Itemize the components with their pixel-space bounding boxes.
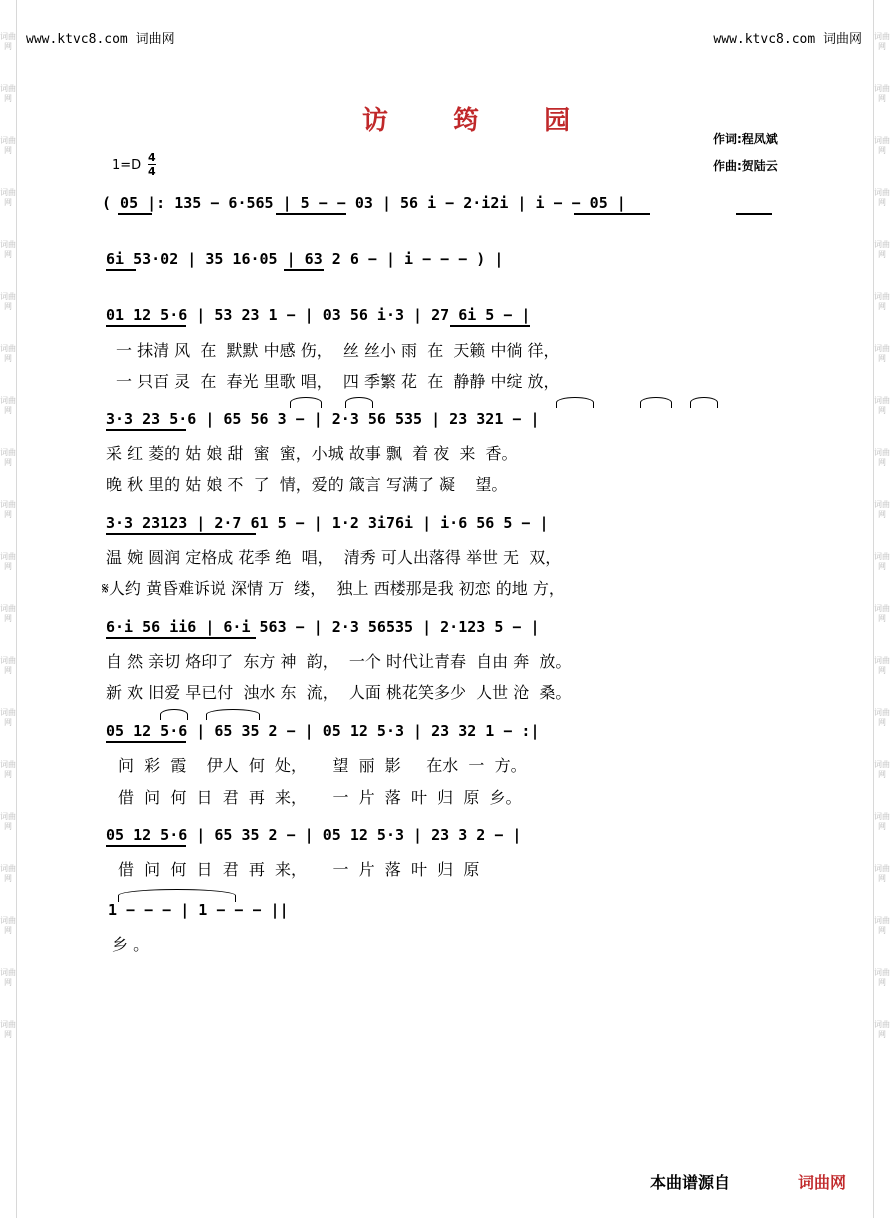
edge-watermark-text: 词曲网 — [0, 656, 16, 675]
edge-watermark-text: 词曲网 — [874, 344, 890, 363]
edge-watermark-text: 词曲网 — [874, 396, 890, 415]
edge-watermark-text: 词曲网 — [0, 344, 16, 363]
beam-underline — [106, 325, 186, 327]
song-title: 访 筠 园 — [362, 106, 599, 136]
beam-underline — [450, 325, 530, 327]
lyric-line-12: 乡 。 — [112, 935, 150, 954]
beam-underline — [276, 213, 346, 215]
edge-watermark-text: 词曲网 — [0, 292, 16, 311]
edge-watermark-text: 词曲网 — [874, 188, 890, 207]
beam-underline — [106, 845, 186, 847]
edge-watermark-text: 词曲网 — [874, 292, 890, 311]
lyric-line-2: 一 只百 灵 在 春光 里歌 唱， 四 季繁 花 在 静静 中绽 放， — [116, 372, 560, 391]
beam-underline — [284, 269, 324, 271]
edge-watermark-text: 词曲网 — [874, 552, 890, 571]
footer-brand-link[interactable]: 词曲网 — [798, 1173, 847, 1192]
edge-watermark-text: 词曲网 — [874, 760, 890, 779]
edge-watermark-text: 词曲网 — [874, 448, 890, 467]
lyric-line-9: 问 彩 霞 伊人 何 处， 望 丽 影 在水 一 方。 — [118, 756, 527, 775]
edge-watermark-text: 词曲网 — [874, 500, 890, 519]
score-line-7: 05 12 5·6 | 65 35 2 − | 05 12 5·3 | 23 32 1 − :| — [106, 722, 540, 740]
edge-watermark-text: 词曲网 — [874, 136, 890, 155]
edge-watermark-text: 词曲网 — [874, 604, 890, 623]
edge-watermark-text: 词曲网 — [0, 1020, 16, 1039]
beam-underline — [736, 213, 772, 215]
edge-watermark-text: 词曲网 — [0, 708, 16, 727]
edge-watermark-text: 词曲网 — [0, 604, 16, 623]
beam-underline — [106, 269, 136, 271]
score-line-8: 05 12 5·6 | 65 35 2 − | 05 12 5·3 | 23 3 2 − | — [106, 826, 522, 844]
edge-watermark-text: 词曲网 — [874, 656, 890, 675]
time-signature-top: 4 — [148, 151, 156, 164]
score-line-4: 3·3 23 5·6 | 65 56 3 − | 2·3 56 535 | 23 321 − | — [106, 410, 540, 428]
lyric-line-8: 新 欢 旧爱 早已付 浊水 东 流， 人面 桃花笑多少 人世 沧 桑。 — [106, 683, 572, 702]
edge-watermark-text: 词曲网 — [0, 136, 16, 155]
lyric-line-6: 𝄋人约 黄昏难诉说 深情 万 缕， 独上 西楼那是我 初恋 的地 方， — [102, 579, 565, 598]
beam-underline — [106, 741, 186, 743]
edge-watermark-text: 词曲网 — [0, 32, 16, 51]
edge-watermark-text: 词曲网 — [0, 240, 16, 259]
left-margin-strip — [0, 0, 17, 1218]
lyric-line-3: 采 红 菱的 姑 娘 甜 蜜 蜜，小城 故事 飘 着 夜 来 香。 — [106, 444, 518, 463]
score-line-3: 01 12 5·6 | 53 23 1 − | 03 56 i·3 | 27 6i 5 − | — [106, 306, 531, 324]
lyric-line-10: 借 问 何 日 君 再 来， 一 片 落 叶 归 原 乡。 — [118, 788, 522, 807]
right-margin-strip — [873, 0, 890, 1218]
beam-underline — [106, 637, 256, 639]
edge-watermark-text: 词曲网 — [874, 240, 890, 259]
slur-mark — [640, 397, 672, 408]
composer-credit: 作曲:贺陆云 — [713, 159, 778, 173]
edge-watermark-text: 词曲网 — [0, 84, 16, 103]
score-line-2: 6i 53·02 | 35 16·05 | 63 2 6 − | i − − − ) | — [106, 250, 504, 268]
lyric-line-1: 一 抹清 风 在 默默 中感 伤， 丝 丝小 雨 在 天籁 中徜 徉， — [116, 341, 560, 360]
slur-mark — [206, 709, 260, 720]
edge-watermark-text: 词曲网 — [0, 968, 16, 987]
key-signature: 1=D — [112, 158, 142, 173]
edge-watermark-text: 词曲网 — [0, 396, 16, 415]
score-line-1: ( 05 |: 135 − 6·565 | 5 − − 03 | 56 i − 2·i2i | i − − 05 | — [102, 194, 626, 212]
slur-mark — [160, 709, 188, 720]
edge-watermark-text: 词曲网 — [874, 864, 890, 883]
slur-mark — [690, 397, 718, 408]
time-signature — [148, 152, 156, 177]
edge-watermark-text: 词曲网 — [874, 916, 890, 935]
edge-watermark-text: 词曲网 — [0, 916, 16, 935]
edge-watermark-text: 词曲网 — [874, 968, 890, 987]
edge-watermark-text: 词曲网 — [0, 552, 16, 571]
right-watermark-column — [874, 0, 890, 1040]
tie-mark — [118, 889, 236, 902]
footer-source-label: 本曲谱源自 — [650, 1173, 731, 1192]
edge-watermark-text: 词曲网 — [874, 708, 890, 727]
edge-watermark-text: 词曲网 — [874, 84, 890, 103]
beam-underline — [574, 213, 650, 215]
lyric-line-4: 晚 秋 里的 姑 娘 不 了 情，爱的 箴言 写满了 凝 望。 — [106, 475, 508, 494]
lyric-line-7: 自 然 亲切 烙印了 东方 神 韵， 一个 时代让青春 自由 奔 放。 — [106, 652, 572, 671]
slur-mark — [290, 397, 322, 408]
lyricist-credit: 作词:程凤斌 — [713, 132, 778, 146]
edge-watermark-text: 词曲网 — [0, 448, 16, 467]
edge-watermark-text: 词曲网 — [874, 1020, 890, 1039]
score-line-9: 1 − − − | 1 − − − || — [108, 901, 289, 919]
edge-watermark-text: 词曲网 — [0, 760, 16, 779]
edge-watermark-text: 词曲网 — [874, 812, 890, 831]
slur-mark — [556, 397, 594, 408]
score-line-6: 6·i 56 ii6 | 6·i 563 − | 2·3 56535 | 2·123 5 − | — [106, 618, 540, 636]
time-signature-bottom: 4 — [148, 165, 156, 178]
lyric-line-11: 借 问 何 日 君 再 来， 一 片 落 叶 归 原 — [118, 860, 480, 879]
beam-underline — [106, 429, 186, 431]
edge-watermark-text: 词曲网 — [0, 500, 16, 519]
header-url-left[interactable]: www.ktvc8.com 词曲网 — [26, 32, 175, 47]
left-watermark-column — [0, 0, 16, 1040]
lyric-line-5: 温 婉 圆润 定格成 花季 绝 唱， 清秀 可人出落得 举世 无 双， — [106, 548, 562, 567]
beam-underline — [106, 533, 256, 535]
header-url-right[interactable]: www.ktvc8.com 词曲网 — [713, 32, 862, 47]
slur-mark — [345, 397, 373, 408]
edge-watermark-text: 词曲网 — [0, 812, 16, 831]
beam-underline — [118, 213, 152, 215]
edge-watermark-text: 词曲网 — [874, 32, 890, 51]
score-line-5: 3·3 23123 | 2·7 61 5 − | 1·2 3i76i | i·6 56 5 − | — [106, 514, 549, 532]
edge-watermark-text: 词曲网 — [0, 188, 16, 207]
edge-watermark-text: 词曲网 — [0, 864, 16, 883]
